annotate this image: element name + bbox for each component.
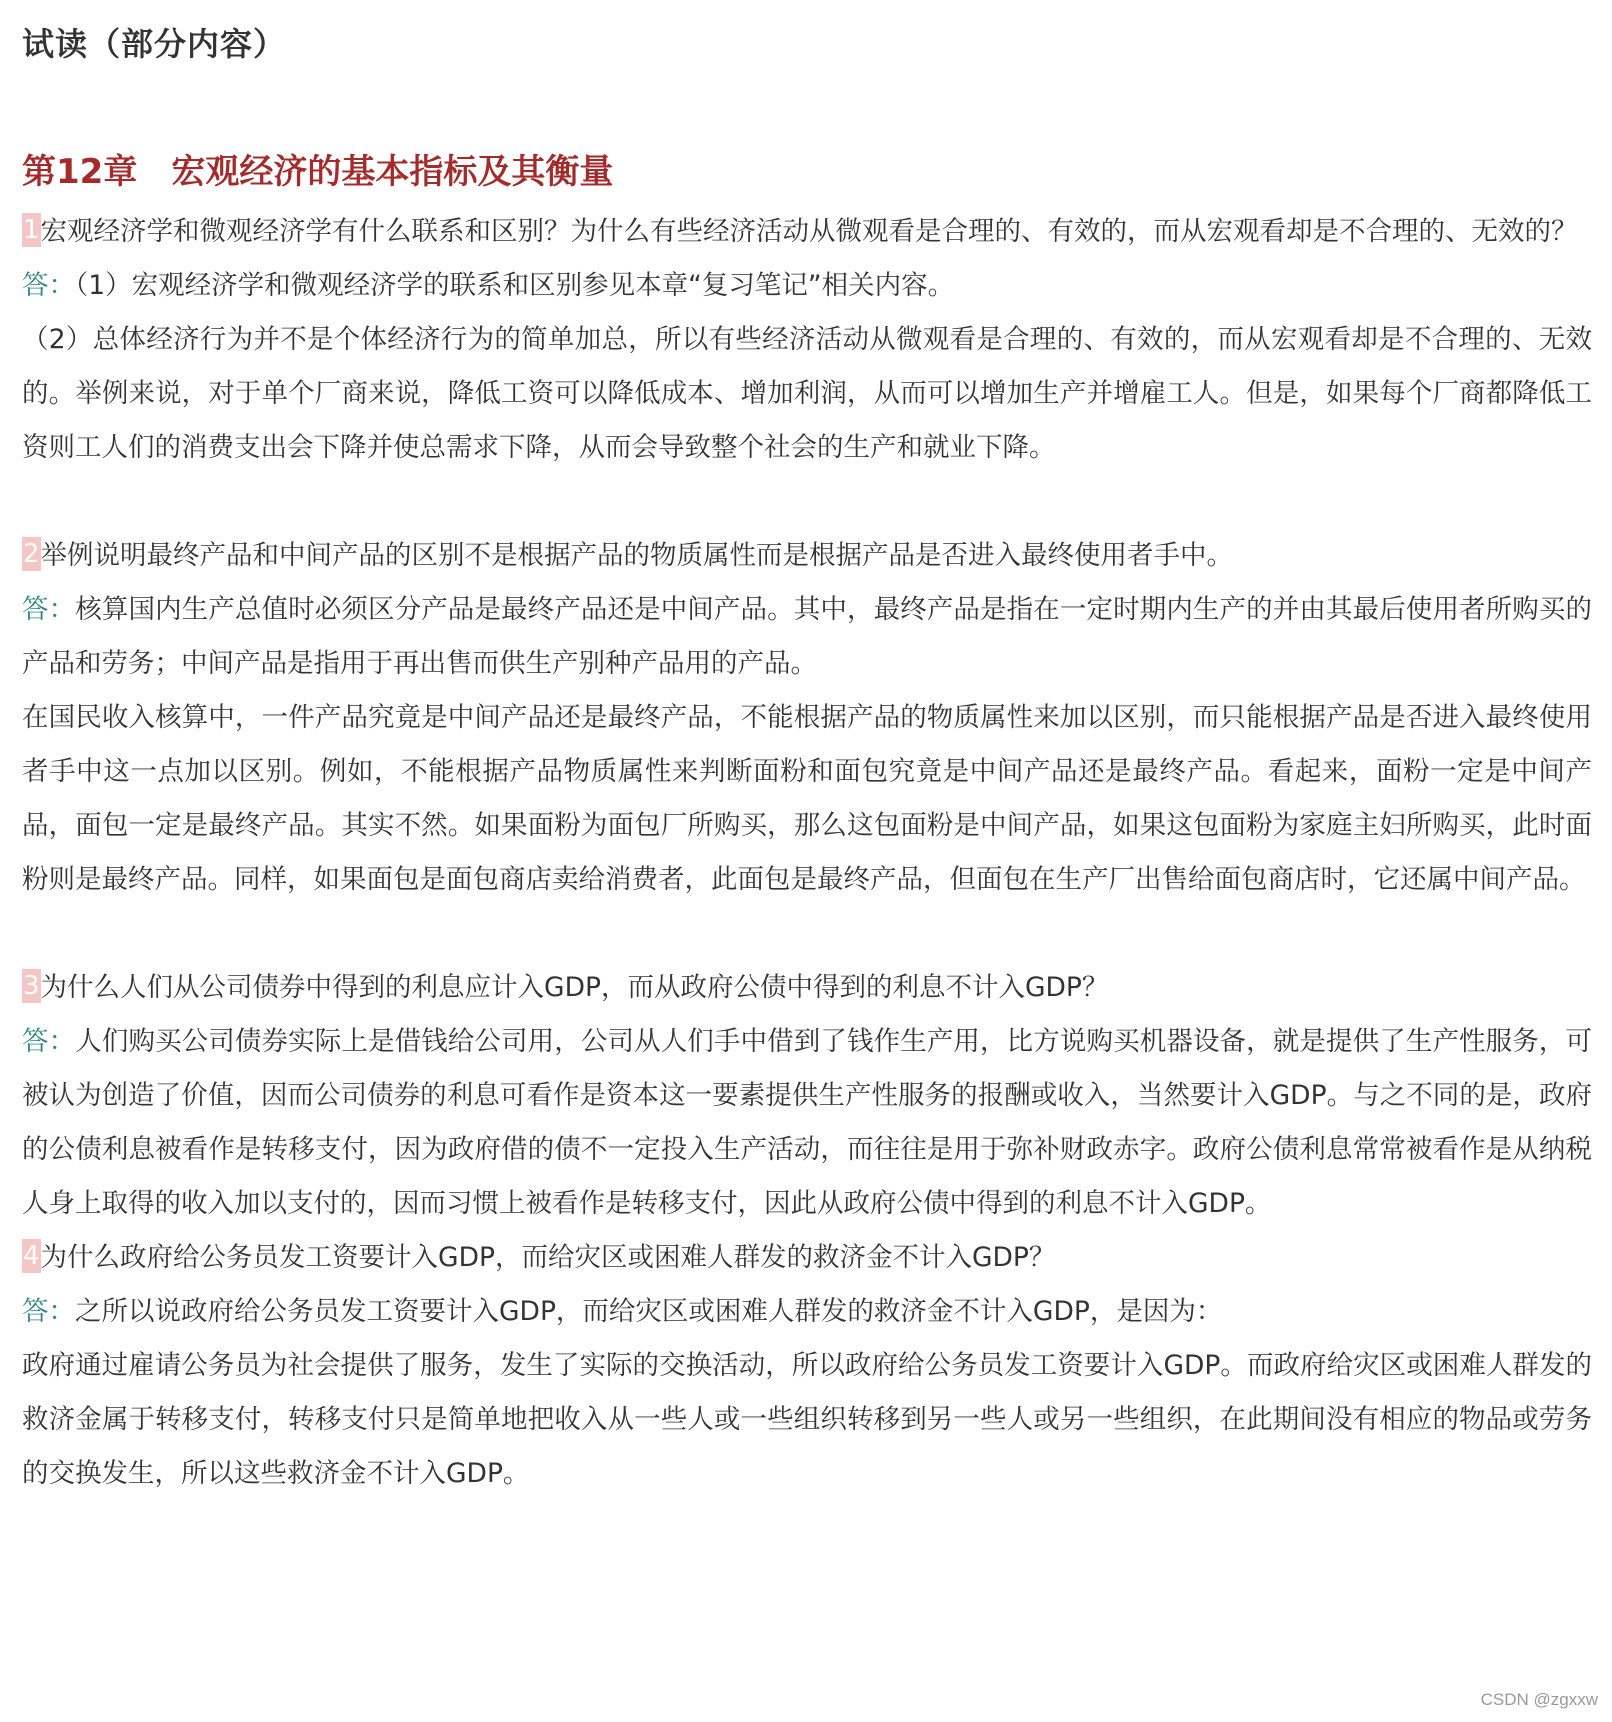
answer-text: 人们购买公司债券实际上是借钱给公司用，公司从人们手中借到了钱作生产用，比方说购买机器设备，就是提供了生产性服务，可被认为创造了价值，因而公司债券的利息可看作是资本这一要素提供生产性服务的报酬或收入，当然要计入GDP。与之不同的是，政府的公债利息被看作是转移支付，因为政府借的债不一定投入生产活动，而往往是用于弥补财政赤字。政府公债利息常常被看作是从纳税人身上取得的收入加以支付的，因而习惯上被看作是转移支付，因此从政府公债中得到的利息不计入GDP。 xyxy=(22,1026,1593,1219)
answer-1 xyxy=(22,259,1592,313)
question-3 xyxy=(22,961,1592,1015)
question-text: 为什么政府给公务员发工资要计入GDP，而给灾区或困难人群发的救济金不计入GDP？ xyxy=(40,1242,1056,1273)
answer-text: 核算国内生产总值时必须区分产品是最终产品还是中间产品。其中，最终产品是指在一定时期内生产的并由其最后使用者所购买的产品和劳务；中间产品是指用于再出售而供生产别种产品用的产品。 xyxy=(22,594,1593,679)
answer-text: （1）宏观经济学和微观经济学的联系和区别参见本章“复习笔记”相关内容。 xyxy=(75,270,955,301)
question-text: 举例说明最终产品和中间产品的区别不是根据产品的物质属性而是根据产品是否进入最终使用者手中。 xyxy=(40,540,1234,571)
answer-label: 答： xyxy=(22,594,76,625)
question-number-badge: 3 xyxy=(23,971,40,1001)
answer-1-paragraph-2: （2）总体经济行为并不是个体经济行为的简单加总，所以有些经济活动从微观看是合理的、有效的，而从宏观看却是不合理的、无效的。举例来说，对于单个厂商来说，降低工资可以降低成本、增加利润，从而可以增加生产并增雇工人。但是，如果每个厂商都降低工资则工人们的消费支出会下降并使总需求下降，从而会导致整个社会的生产和就业下降。 xyxy=(22,324,1592,463)
question-2 xyxy=(22,529,1592,583)
answer-label: 答： xyxy=(22,1296,75,1327)
question-4 xyxy=(22,1231,1592,1285)
section-spacer xyxy=(22,475,1592,529)
question-number-badge: 4 xyxy=(23,1241,40,1271)
answer-2-paragraph-2: 在国民收入核算中，一件产品究竟是中间产品还是最终产品，不能根据产品的物质属性来加以区别，而只能根据产品是否进入最终使用者手中这一点加以区别。例如，不能根据产品物质属性来判断面粉和面包究竟是中间产品还是最终产品。看起来，面粉一定是中间产品，面包一定是最终产品。其实不然。如果面粉为面包厂所购买，那么这包面粉是中间产品，如果这包面粉为家庭主妇所购买，此时面粉则是最终产品。同样，如果面包是面包商店卖给消费者，此面包是最终产品，但面包在生产厂出售给面包商店时，它还属中间产品。 xyxy=(22,702,1592,895)
question-text: 宏观经济学和微观经济学有什么联系和区别？为什么有些经济活动从微观看是合理的、有效的，而从宏观看却是不合理的、无效的？ xyxy=(40,216,1578,247)
answer-label: 答： xyxy=(22,270,75,301)
section-spacer xyxy=(22,907,1592,961)
question-number-badge: 1 xyxy=(23,215,40,245)
answer-3 xyxy=(22,1015,1592,1231)
question-number-badge: 2 xyxy=(23,539,40,569)
answer-2 xyxy=(22,583,1592,691)
chapter-title: 第12章 宏观经济的基本指标及其衡量 xyxy=(22,152,614,192)
answer-label: 答： xyxy=(22,1026,76,1057)
content-body xyxy=(22,205,1592,1501)
question-1 xyxy=(22,205,1592,259)
watermark: CSDN @zgxxw xyxy=(1480,1690,1598,1709)
answer-4-paragraph-2: 政府通过雇请公务员为社会提供了服务，发生了实际的交换活动，所以政府给公务员发工资要计入GDP。而政府给灾区或困难人群发的救济金属于转移支付，转移支付只是简单地把收入从一些人或一些组织转移到另一些人或另一些组织，在此期间没有相应的物品或劳务的交换发生，所以这些救济金不计入GDP。 xyxy=(22,1350,1592,1489)
page-title: 试读（部分内容） xyxy=(22,25,287,63)
question-text: 为什么人们从公司债券中得到的利息应计入GDP，而从政府公债中得到的利息不计入GDP？ xyxy=(40,972,1109,1003)
answer-4 xyxy=(22,1285,1592,1339)
answer-text: 之所以说政府给公务员发工资要计入GDP，而给灾区或困难人群发的救济金不计入GDP，是因为： xyxy=(75,1296,1223,1327)
